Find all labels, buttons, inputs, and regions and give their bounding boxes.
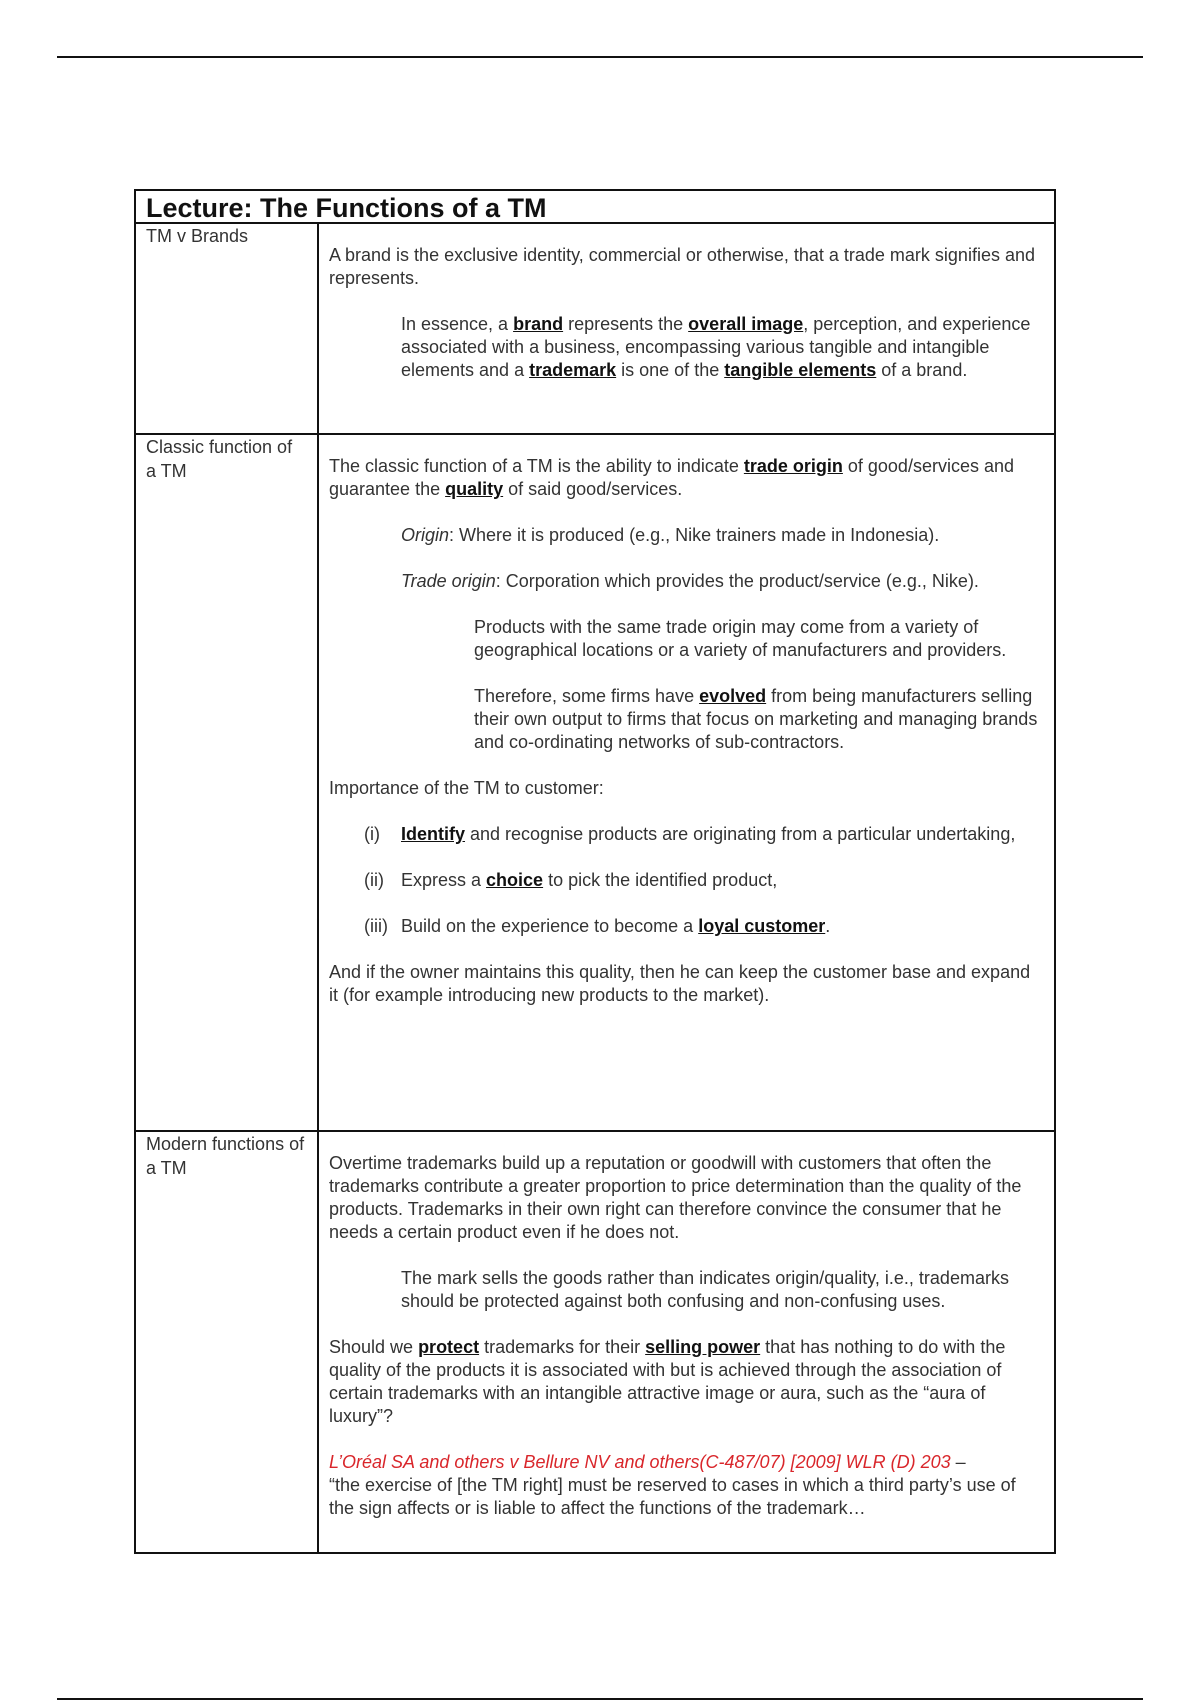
indented-paragraph: Products with the same trade origin may come from a variety of geographical locations or a variety of manufacturers and providers. [474, 617, 1007, 660]
page-title: Lecture: The Functions of a TM [136, 191, 1054, 224]
list-item: (iii) Build on the experience to become a loyal customer. [364, 916, 831, 936]
paragraph: A brand is the exclusive identity, commercial or otherwise, that a trade mark signifies and represents. [329, 245, 1035, 288]
row-content [319, 435, 1054, 1130]
paragraph: Importance of the TM to customer: [329, 778, 604, 798]
row-content [319, 1132, 1054, 1552]
key-term: selling power [645, 1337, 761, 1357]
list-item: (ii) Express a choice to pick the identified product, [364, 870, 778, 890]
table-row-classic-function [136, 435, 1054, 1132]
indented-paragraph: Therefore, some firms have evolved from being manufacturers selling their own output to firms that focus on marketing and managing brands and co-ordinating networks of sub-contractors. [474, 686, 1038, 752]
definition-trade-origin: Trade origin: Corporation which provides the product/service (e.g., Nike). [401, 571, 979, 591]
key-term: brand [513, 314, 564, 334]
row-content [319, 224, 1054, 433]
key-term: Identify [401, 824, 466, 844]
row-label: Modern functions of a TM [136, 1132, 319, 1552]
key-term: trademark [529, 360, 617, 380]
table-row-tm-v-brands [136, 224, 1054, 435]
paragraph: Overtime trademarks build up a reputation or goodwill with customers that often the trademarks contribute a greater proportion to price determination than the quality of the products. Trademarks in their own right can therefore convince the consumer that he needs a certain product even if he does not. [329, 1153, 1022, 1242]
key-term: evolved [699, 686, 767, 706]
paragraph: The classic function of a TM is the ability to indicate trade origin of good/services and guarantee the quality of said good/services. [329, 456, 1014, 499]
row-label: TM v Brands [136, 224, 319, 433]
key-term: loyal customer [698, 916, 826, 936]
list-item: (i) Identify and recognise products are originating from a particular undertaking, [364, 824, 1016, 844]
key-term: overall image [688, 314, 804, 334]
header-rule [57, 56, 1143, 58]
table-row-modern-functions [136, 1132, 1054, 1552]
case-name: L’Oréal SA and others v Bellure NV and others(C-487/07) [2009] WLR (D) 203 [329, 1452, 951, 1472]
definition-origin: Origin: Where it is produced (e.g., Nike trainers made in Indonesia). [401, 525, 940, 545]
row-label: Classic function of a TM [136, 435, 319, 1130]
key-term: quality [445, 479, 504, 499]
paragraph: Should we protect trademarks for their selling power that has nothing to do with the quality of the products it is associated with but is achieved through the association of certain trademarks with an intangible attractive image or aura, such as the “aura of luxury”? [329, 1337, 1006, 1426]
paragraph: And if the owner maintains this quality, then he can keep the customer base and expand it (for example introducing new products to the market). [329, 962, 1031, 1005]
case-quote: “the exercise of [the TM right] must be reserved to cases in which a third party’s use of the sign affects or is liable to affect the functions of the trademark… [329, 1475, 1016, 1518]
indented-paragraph: In essence, a brand represents the overall image, perception, and experience associated with a business, encompassing various tangible and intangible elements and a trademark is one of the tangible elements of a brand. [401, 314, 1031, 380]
key-term: choice [486, 870, 544, 890]
indented-paragraph: The mark sells the goods rather than indicates origin/quality, i.e., trademarks should be protected against both confusing and non-confusing uses. [401, 1268, 1009, 1311]
case-citation: L’Oréal SA and others v Bellure NV and others(C-487/07) [2009] WLR (D) 203 – “the exercise of [the TM right] must be reserved to cases in which a third party’s use of the sign affects or is liable to affect the functions of the trademark… [329, 1452, 1016, 1518]
key-term: trade origin [743, 456, 843, 476]
key-term: protect [418, 1337, 480, 1357]
lecture-table [134, 189, 1056, 1554]
key-term: tangible elements [724, 360, 877, 380]
